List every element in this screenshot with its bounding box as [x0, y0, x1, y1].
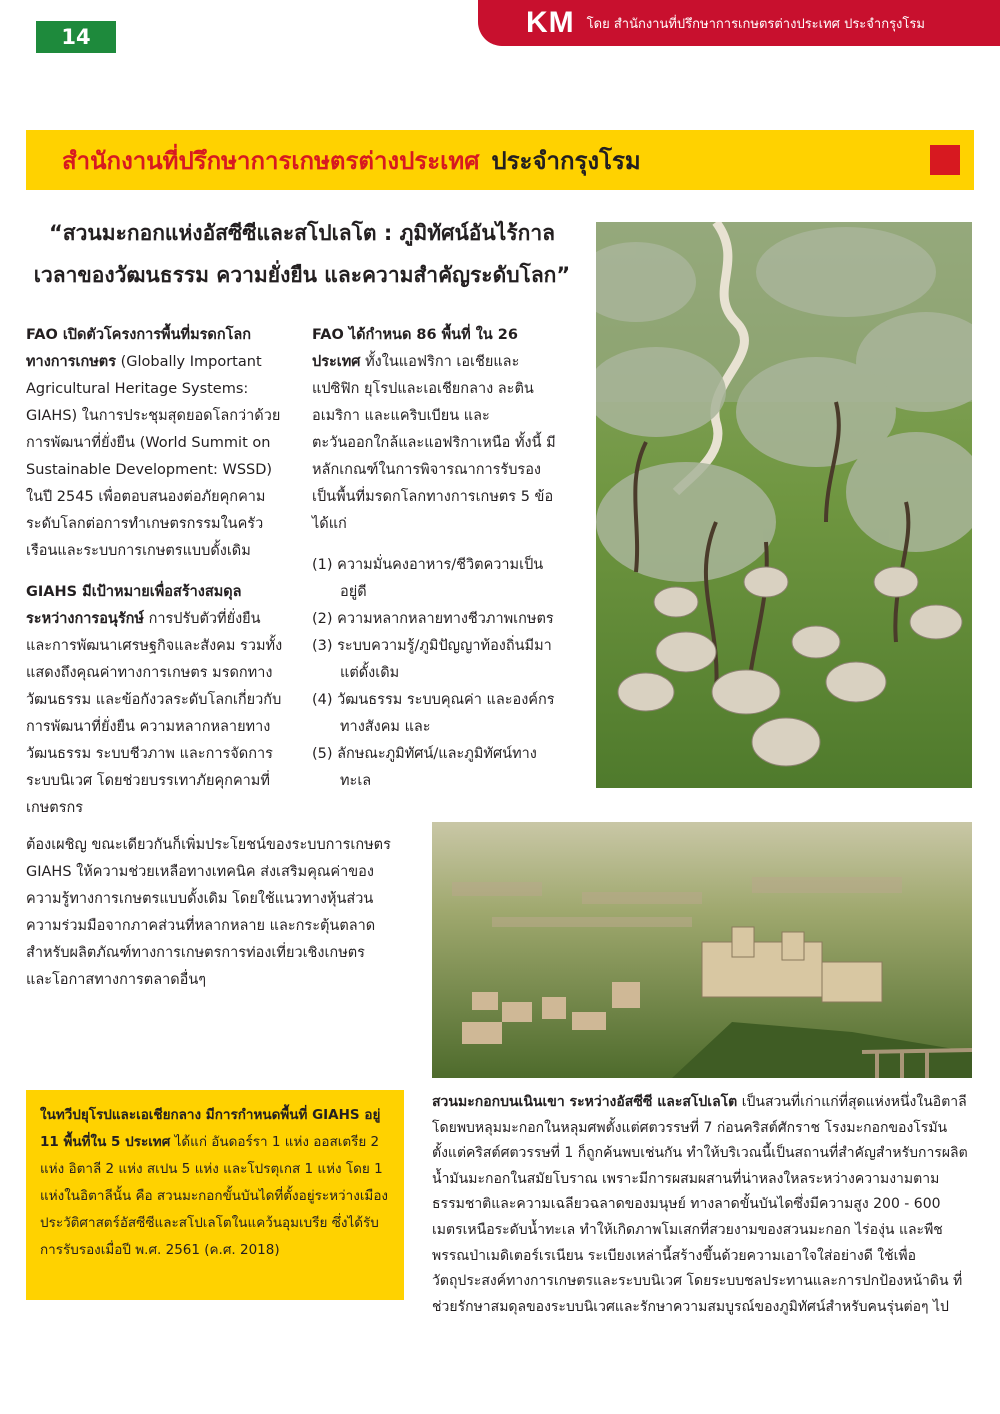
paragraph-body: (Globally Important Agricultural Heritage Systems: GIAHS) ในการประชุมสุดยอดโลกว่าด้วยการพัฒนาที่ยั่งยืน (World Summit on Sustainable Development: WSSD) ในปี 2545 เพื่อตอบสนองต่อภัยคุกคามระดับโลกต่อการทำเกษตรกรรมในครัวเรือนและระบบการเกษตรแบบดั้งเดิม	[26, 354, 281, 559]
spoleto-fortress-photo	[432, 822, 972, 1078]
paragraph-body: การปรับตัวที่ยั่งยืน และการพัฒนาเศรษฐกิจและสังคม รวมทั้งแสดงถึงคุณค่าทางการเกษตร มรดกทางวัฒนธรรม และข้อกังวลระดับโลกเกี่ยวกับการพัฒนาที่ยั่งยืน ความหลากหลายทางวัฒนธรรม ระบบชีวภาพ และการจัดการระบบนิเวศ โดยช่วยบรรเทาภัยคุกคามที่เกษตรกร	[26, 611, 283, 816]
article-title-line-2: เวลาของวัฒนธรรม ความยั่งยืน และความสำคัญระดับโลก”	[33, 263, 571, 287]
paragraph-lead: FAO เปิดตัวโครงการพื้นที่มรดกโลกทางการเกษตร	[26, 327, 252, 370]
paragraph-giahs-intro	[26, 322, 288, 565]
header-organization: โดย สำนักงานที่ปรึกษาการเกษตรต่างประเทศ ประจำกรุงโรม	[586, 16, 925, 32]
continuation-paragraph: ต้องเผชิญ ขณะเดียวกันก็เพิ่มประโยชน์ของระบบการเกษตร GIAHS ให้ความช่วยเหลือทางเทคนิค ส่งเสริมคุณค่าของความรู้ทางการเกษตรแบบดั้งเดิม โดยใช้แนวทางหุ้นส่วนความร่วมมือจากภาคส่วนที่หลากหลาย และกระตุ้นตลาดสำหรับผลิตภัณฑ์ทางการเกษตรการท่องเที่ยวเชิงเกษตร และโอกาสทางการตลาดอื่นๆ	[26, 837, 391, 988]
europe-giahs-callout	[26, 1090, 404, 1300]
page-number: 14	[36, 21, 116, 53]
photo-caption	[432, 1090, 972, 1320]
section-title-black: ประจำกรุงโรม	[491, 146, 641, 175]
paragraph-giahs-goal	[26, 579, 288, 822]
section-title-red: สำนักงานที่ปรึกษาการเกษตรต่างประเทศ	[62, 146, 480, 175]
section-title-bar	[26, 130, 974, 190]
paragraph-fao-sites	[312, 322, 562, 538]
criteria-list	[312, 552, 562, 795]
criteria-item: (4) วัฒนธรรม ระบบคุณค่า และองค์กรทางสังคม และ	[312, 692, 555, 735]
callout-lead: ในทวีปยุโรปและเอเชียกลาง มีการกำหนดพื้นที่ GIAHS อยู่ 11 พื้นที่ใน 5 ประเทศ	[40, 1107, 381, 1150]
paragraph-lead: FAO ได้กำหนด 86 พื้นที่ ใน 26 ประเทศ	[312, 327, 518, 370]
red-square-marker	[930, 145, 960, 175]
article-title-line-1: “สวนมะกอกแห่งอัสซีซีและสโปเลโต : ภูมิทัศน์อันไร้กาล	[49, 221, 555, 245]
right-column	[312, 322, 562, 795]
caption-lead: สวนมะกอกบนเนินเขา ระหว่างอัสซีซี และสโปเลโต	[432, 1094, 738, 1110]
criteria-item: (3) ระบบความรู้/ภูมิปัญญาท้องถิ่นมีมาแต่ดั้งเดิม	[312, 638, 552, 681]
left-column	[26, 322, 288, 836]
paragraph-lead: GIAHS มีเป้าหมายเพื่อสร้างสมดุลระหว่างการอนุรักษ์	[26, 584, 242, 627]
paragraph-body: ทั้งในแอฟริกา เอเชียและแปซิฟิก ยุโรปและเอเชียกลาง ละตินอเมริกา และแคริบเบียน และตะวันออกใกล้และแอฟริกาเหนือ ทั้งนี้ มีหลักเกณฑ์ในการพิจารณาการรับรองเป็นพื้นที่มรดกโลกทางการเกษตร 5 ข้อ ได้แก่	[312, 354, 556, 532]
callout-body: ได้แก่ อันดอร์รา 1 แห่ง ออสเตรีย 2 แห่ง อิตาลี 2 แห่ง สเปน 5 แห่ง และโปรตุเกส 1 แห่ง โดย 1 แห่งในอิตาลีนั้น คือ สวนมะกอกขั้นบันไดที่ตั้งอยู่ระหว่างเมืองประวัติศาสตร์อัสซีซีและสโปเลโตในแคว้นอุมเบรีย ซึ่งได้รับการรับรองเมื่อปี พ.ศ. 2561 (ค.ศ. 2018)	[40, 1134, 389, 1258]
km-logo: KM	[526, 6, 575, 39]
article-title	[14, 212, 590, 296]
olive-grove-sheep-photo	[596, 222, 972, 788]
criteria-item: (2) ความหลากหลายทางชีวภาพเกษตร	[312, 611, 554, 627]
header-banner	[478, 0, 1000, 46]
caption-body: เป็นสวนที่เก่าแก่ที่สุดแห่งหนึ่งในอิตาลี โดยพบหลุมมะกอกในหลุมศพตั้งแต่ศตวรรษที่ 7 ก่อนคริสต์ศักราช โรงมะกอกของโรมันตั้งแต่คริสต์ศตวรรษที่ 1 ก็ถูกค้นพบเช่นกัน ทำให้บริเวณนี้เป็นสถานที่สำคัญสำหรับการผลิตน้ำมันมะกอกในสมัยโบราณ เพราะมีการผสมผสานที่น่าหลงใหลระหว่างความงามตามธรรมชาติและความเฉลียวฉลาดของมนุษย์ ทางลาดขั้นบันไดซึ่งมีความสูง 200 - 600 เมตรเหนือระดับน้ำทะเล ทำให้เกิดภาพโมเสกที่สวยงามของสวนมะกอก ไร่องุ่น และพืชพรรณป่าเมดิเตอร์เรเนียน ระเบียงเหล่านี้สร้างขึ้นด้วยความเอาใจใส่อย่างดี ใช้เพื่อวัตถุประสงค์ทางการเกษตรและระบบนิเวศ โดยระบบชลประทานและการปกป้องหน้าดิน ที่ช่วยรักษาสมดุลของระบบนิเวศและรักษาความสมบูรณ์ของภูมิทัศน์สำหรับคนรุ่นต่อๆ ไป	[432, 1094, 968, 1315]
criteria-item: (5) ลักษณะภูมิทัศน์/และภูมิทัศน์ทางทะเล	[312, 746, 537, 789]
criteria-item: (1) ความมั่นคงอาหาร/ชีวิตความเป็นอยู่ดี	[312, 557, 544, 600]
